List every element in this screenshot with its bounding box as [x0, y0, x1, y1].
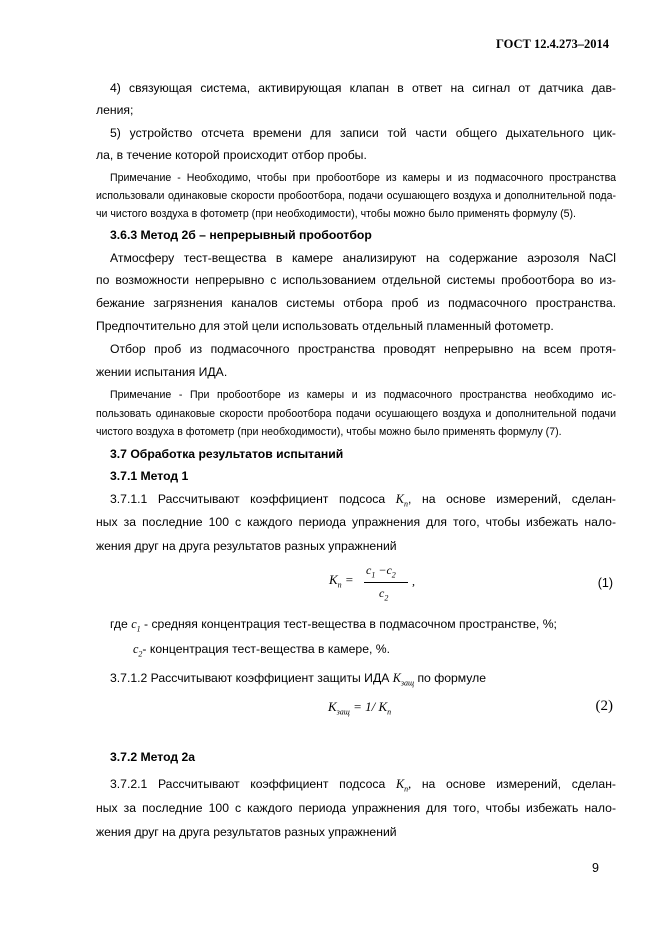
- paragraph-line: жения друг на друга результатов разных упражнений: [96, 539, 397, 553]
- paragraph-line: ных за последние 100 с каждого периода упражнения для того, чтобы избежать нало-: [96, 801, 616, 815]
- section-heading-3-7-2: 3.7.2 Метод 2а: [110, 750, 196, 764]
- equation-number-1: (1): [597, 576, 613, 590]
- list-item-5-cont: ла, в течение которой происходит отбор пробы.: [96, 148, 367, 162]
- note-2-line-3: чистого воздуха в фотометр (при необходимости), чтобы можно было применять формулу (7).: [96, 426, 562, 438]
- paragraph-line: Отбор проб из подмасочного пространства проводят непрерывно на всем протя-: [110, 342, 616, 356]
- paragraph-text: 3.7.1.1 Рассчитывают коэффициент подсоса: [110, 492, 386, 506]
- formula-lhs: $K_п$ =: [329, 572, 354, 590]
- paragraph-line: Атмосферу тест-вещества в камере анализируют на содержание аэрозоля NaCl: [110, 251, 616, 265]
- note-1-line-3: чи чистого воздуха в фотометр (при необходимости), чтобы можно было применять формулу (5).: [96, 208, 576, 220]
- kp-symbol: $K_п$: [395, 492, 408, 509]
- formula-2: $K_{защ} = 1/$ $K_п$: [328, 699, 392, 717]
- paragraph-line: жения друг на друга результатов разных упражнений: [96, 825, 397, 839]
- formula-numerator: $c_1 -c_2$: [366, 563, 396, 580]
- paragraph-line: Предпочтительно для этой цели использовать отдельный пламенный фотометр.: [96, 319, 554, 333]
- paragraph-line: жении испытания ИДА.: [96, 365, 228, 379]
- paragraph-text: , на основе измерений, сделан-: [407, 492, 616, 506]
- page-number: 9: [592, 861, 599, 875]
- paragraph-line: 3.7.1.2 Рассчитывают коэффициент защиты ИДА $K_{защ}$ по формуле: [110, 671, 487, 688]
- c1-symbol: $c_1$: [131, 617, 141, 634]
- paragraph-line: по возможности непрерывно с использованием отдельной системы пробоотбора во из-: [96, 273, 616, 287]
- section-heading-3-6-3: 3.6.3 Метод 2б – непрерывный пробоотбор: [110, 228, 372, 242]
- list-item-4: 4) связующая система, активирующая клапан в ответ на сигнал от датчика дав-: [110, 81, 616, 95]
- kzash-symbol: $K_{защ}$: [392, 671, 415, 688]
- formula-denominator: $c_2$: [379, 586, 389, 603]
- paragraph-line: 3.7.2.1 Рассчитывают коэффициент подсоса $K_п$, на основе измерений, сделан-: [110, 777, 616, 794]
- note-2-line-1: Примечание - При пробоотборе из камеры и из подмасочного пространства необходимо ис-: [110, 389, 616, 401]
- note-2-line-2: пользовать одинаковые скорости пробоотбора подачи осушающего воздуха и дополнительной подачи: [96, 408, 616, 420]
- fraction-bar: [364, 582, 408, 583]
- document-header: ГОСТ 12.4.273–2014: [495, 37, 609, 51]
- formula-comma: ,: [412, 574, 415, 588]
- kp-symbol: $K_п$,: [395, 777, 412, 794]
- c2-symbol: $c_2$: [133, 642, 143, 659]
- note-1-line-1: Примечание - Необходимо, чтобы при пробоотборе из камеры и из подмасочного пространства: [110, 172, 616, 184]
- list-item-5: 5) устройство отсчета времени для записи той части общего дыхательного цик-: [110, 126, 616, 140]
- section-heading-3-7-1: 3.7.1 Метод 1: [110, 469, 189, 483]
- paragraph-line: бежание загрязнения каналов системы отбора проб из подмасочного пространства.: [96, 296, 616, 310]
- equation-number-2: (2): [595, 698, 613, 714]
- where-line-c1: где $c_1$ - средняя концентрация тест-вещества в подмасочном пространстве, %;: [110, 617, 557, 634]
- note-1-line-2: использовали одинаковые скорости пробоотбора, подачи осушающего воздуха и дополнительной пода-: [96, 190, 616, 202]
- section-heading-3-7: 3.7 Обработка результатов испытаний: [110, 447, 344, 461]
- list-item-4-cont: ления;: [96, 103, 134, 117]
- paragraph-line: ных за последние 100 с каждого периода упражнения для того, чтобы избежать нало-: [96, 515, 616, 529]
- paragraph-line: [110, 491, 616, 512]
- where-line-c2: $c_2-$ концентрация тест-вещества в камере, %.: [133, 642, 390, 659]
